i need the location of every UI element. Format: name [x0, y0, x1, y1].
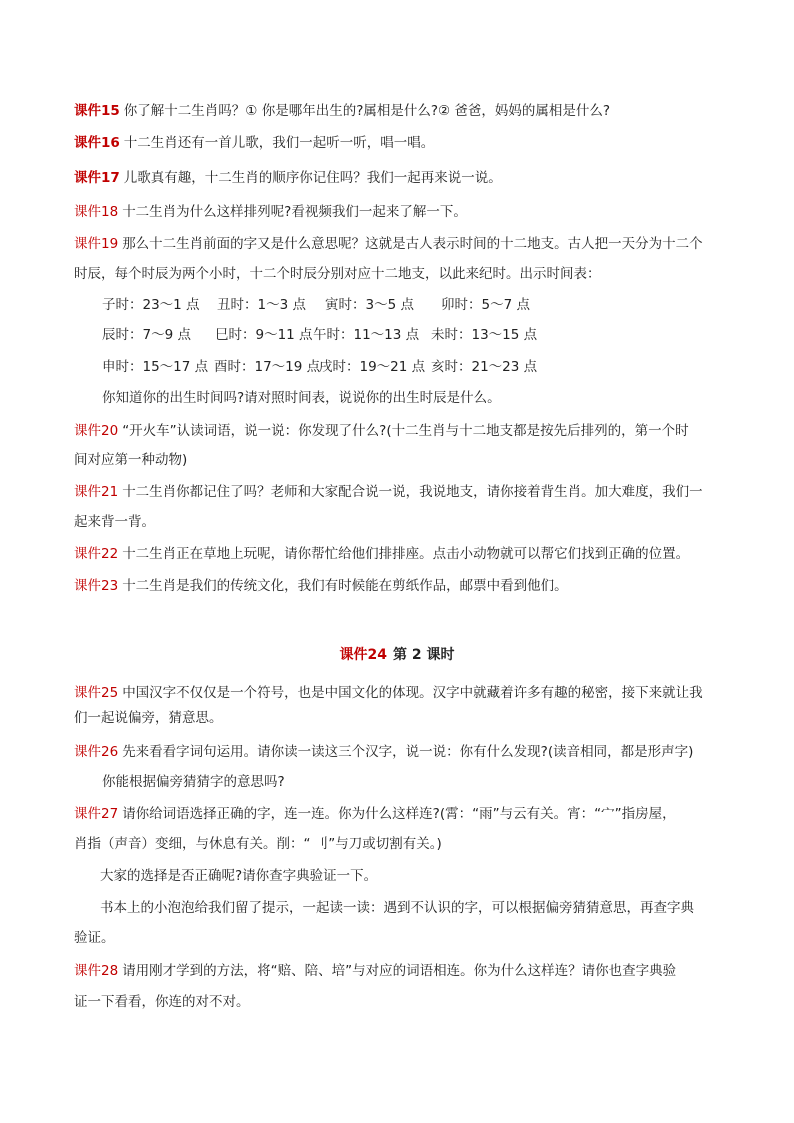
paragraph-23 — [74, 576, 734, 596]
time-cell: 未时：13～15 点 — [431, 327, 538, 343]
paragraph-text: 们一起说偏旁，猜意思。 — [74, 710, 223, 726]
paragraph-text: 十二生肖正在草地上玩呢，请你帮忙给他们排排座。点击小动物就可以帮它们找到正确的位置。 — [122, 546, 690, 562]
courseware-tag: 课件23 — [74, 578, 119, 594]
paragraph-27-hint-line-2 — [74, 928, 734, 948]
paragraph-text: 验证。 — [74, 930, 115, 946]
courseware-tag: 课件25 — [74, 685, 119, 701]
paragraph-text: “开火车”认读词语，说一说：你发现了什么?(十二生肖与十二地支都是按先后排列的，第一个时 — [122, 423, 689, 439]
courseware-tag: 课件19 — [74, 236, 119, 252]
paragraph-text: 十二生肖还有一首儿歌，我们一起听一听，唱一唱。 — [123, 135, 435, 151]
paragraph-text: 十二生肖你都记住了吗？老师和大家配合说一说，我说地支，请你接着背生肖。加大难度，我们一 — [122, 484, 703, 500]
paragraph-text: 你能根据偏旁猜猜字的意思吗? — [102, 774, 285, 790]
paragraph-25-line-1 — [74, 683, 734, 703]
time-cell: 寅时：3～5 点 — [325, 297, 414, 313]
paragraph-18 — [74, 202, 734, 222]
paragraph-27-line-1 — [74, 804, 734, 824]
paragraph-21-line-1 — [74, 482, 734, 502]
time-cell: 申时：15～17 点 — [102, 359, 209, 375]
courseware-tag: 课件22 — [74, 546, 119, 562]
paragraph-text: 先来看看字词句运用。请你读一读这三个汉字，说一说：你有什么发现?(读音相同，都是形声字) — [122, 744, 694, 760]
courseware-tag: 课件16 — [74, 135, 120, 151]
paragraph-28-line-2 — [74, 992, 734, 1012]
paragraph-text: 请你给词语选择正确的字，连一连。你为什么这样连?(霄：“雨”与云有关。宵：“宀”指房屋， — [122, 806, 676, 822]
paragraph-text: 肖指（声音）变细，与休息有关。削：“ 刂”与刀或切割有关。) — [74, 836, 442, 852]
paragraph-27-hint-line-1 — [100, 898, 734, 918]
courseware-tag: 课件28 — [74, 963, 119, 979]
courseware-tag: 课件27 — [74, 806, 119, 822]
paragraph-text: 起来背一背。 — [74, 514, 155, 530]
paragraph-text: 中国汉字不仅仅是一个符号，也是中国文化的体现。汉字中就藏着许多有趣的秘密，接下来就让我 — [122, 685, 703, 701]
time-cell: 丑时：1～3 点 — [217, 297, 306, 313]
paragraph-27-check — [100, 866, 734, 886]
paragraph-text: 请用刚才学到的方法，将“赔、陪、培”与对应的词语相连。你为什么这样连？请你也查字典验 — [122, 963, 677, 979]
paragraph-text: 你了解十二生肖吗？① 你是哪年出生的?属相是什么?② 爸爸，妈妈的属相是什么? — [123, 103, 611, 119]
paragraph-25-line-2 — [74, 708, 734, 728]
time-cell: 巳时：9～11 点 — [215, 327, 313, 343]
paragraph-text: 儿歌真有趣，十二生肖的顺序你记住吗？我们一起再来说一说。 — [123, 170, 502, 186]
paragraph-text: 间对应第一种动物) — [74, 452, 188, 468]
time-cell: 午时：11～13 点 — [313, 327, 420, 343]
paragraph-16 — [74, 133, 734, 153]
courseware-tag: 课件18 — [74, 204, 119, 220]
time-cell: 亥时：21～23 点 — [431, 359, 538, 375]
courseware-tag: 课件24 — [339, 647, 387, 663]
paragraph-26-line-1 — [74, 742, 734, 762]
paragraph-text: 那么十二生肖前面的字又是什么意思呢？这就是古人表示时间的十二地支。古人把一天分为十二个 — [122, 236, 703, 252]
paragraph-text: 时辰，每个时辰为两个小时，十二个时辰分别对应十二地支，以此来纪时。出示时间表： — [74, 266, 601, 282]
paragraph-17 — [74, 168, 734, 188]
paragraph-19-line-1 — [74, 234, 734, 254]
time-table-row-3 — [102, 357, 734, 377]
courseware-tag: 课件15 — [74, 103, 120, 119]
heading-text: 第 2 课时 — [392, 647, 455, 663]
paragraph-text: 你知道你的出生时间吗?请对照时间表，说说你的出生时辰是什么。 — [102, 390, 501, 406]
courseware-tag: 课件21 — [74, 484, 119, 500]
paragraph-15 — [74, 101, 734, 121]
time-cell: 卯时：5～7 点 — [441, 297, 530, 313]
time-table-row-2 — [102, 325, 734, 345]
time-cell: 辰时：7～9 点 — [102, 327, 191, 343]
paragraph-text: 大家的选择是否正确呢?请你查字典验证一下。 — [100, 868, 378, 884]
courseware-tag: 课件17 — [74, 170, 120, 186]
paragraph-21-line-2 — [74, 512, 734, 532]
time-table-row-1 — [102, 295, 734, 315]
paragraph-28-line-1 — [74, 961, 734, 981]
paragraph-text: 十二生肖为什么这样排列呢?看视频我们一起来了解一下。 — [122, 204, 467, 220]
paragraph-text: 十二生肖是我们的传统文化，我们有时候能在剪纸作品，邮票中看到他们。 — [122, 578, 568, 594]
paragraph-27-line-2 — [74, 834, 734, 854]
paragraph-20-line-2 — [74, 450, 734, 470]
paragraph-text: 证一下看看，你连的对不对。 — [74, 994, 250, 1010]
paragraph-19-line-2 — [74, 264, 734, 284]
paragraph-20-line-1 — [74, 421, 734, 441]
paragraph-19-question — [102, 388, 734, 408]
time-cell: 酉时：17～19 点 — [214, 359, 321, 375]
section-heading — [0, 645, 794, 665]
paragraph-26-line-2 — [102, 772, 734, 792]
courseware-tag: 课件26 — [74, 744, 119, 760]
time-cell: 子时：23～1 点 — [102, 297, 200, 313]
paragraph-22 — [74, 544, 734, 564]
paragraph-text: 书本上的小泡泡给我们留了提示，一起读一读：遇到不认识的字，可以根据偏旁猜猜意思，再查字典 — [100, 900, 694, 916]
time-cell: 戌时：19～21 点 — [319, 359, 426, 375]
courseware-tag: 课件20 — [74, 423, 119, 439]
